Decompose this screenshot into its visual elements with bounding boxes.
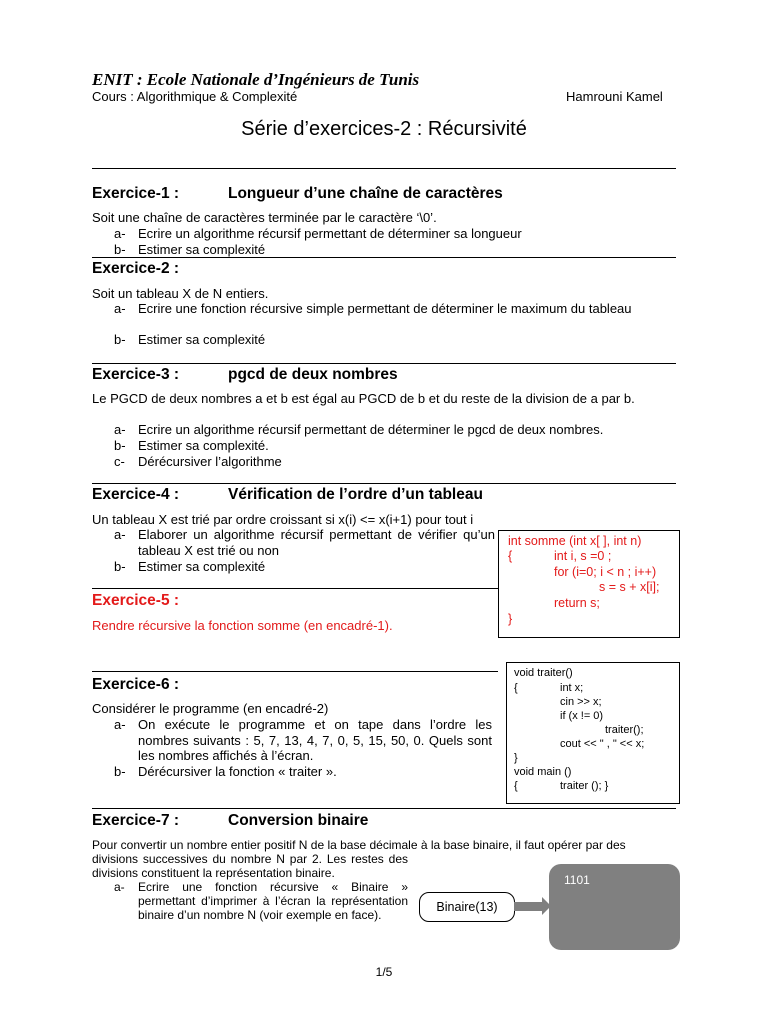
code2-line-3: cin >> x; [560, 696, 602, 708]
code2-brace-open: { [514, 682, 518, 694]
code2-line-9: traiter (); } [560, 780, 609, 792]
exercise-7-intro-rest: divisions successives du nombre N par 2. Les restes des divisions constituent la représentation binaire. [92, 852, 408, 880]
exercise-3-item-c: Dérécursiver l’algorithme [138, 454, 282, 469]
exercise-3-item-c-letter: c- [114, 454, 125, 469]
exercise-3-item-a-letter: a- [114, 422, 126, 437]
code2-brace-open-2: { [514, 780, 518, 792]
exercise-1-topic: Longueur d’une chaîne de caractères [228, 185, 503, 202]
exercise-5-divider [92, 671, 498, 672]
exercise-1-item-a-letter: a- [114, 226, 126, 241]
exercise-4-item-b-letter: b- [114, 559, 126, 574]
code1-brace-open: { [508, 549, 513, 563]
exercise-1-item-b: Estimer sa complexité [138, 242, 266, 257]
exercise-7-name: Exercice-7 : [92, 812, 180, 829]
exercise-4-divider [92, 588, 498, 589]
exercise-2-item-a: Ecrire une fonction récursive simple permettant de déterminer le maximum du tableau [138, 301, 632, 316]
exercise-7-item-a: Ecrire une fonction récursive « Binaire » permettant d’imprimer à l’écran la représentation binaire d’un nombre N (voir exemple en face). [138, 880, 408, 922]
code1-line-3: for (i=0; i < n ; i++) [554, 565, 657, 579]
title-divider [92, 168, 676, 169]
exercise-2-intro: Soit un tableau X de N entiers. [92, 286, 269, 301]
exercise-6-name: Exercice-6 : [92, 676, 180, 693]
exercise-1-divider [92, 257, 676, 258]
exercise-4-item-a-letter: a- [114, 527, 126, 542]
exercise-1-item-a: Ecrire un algorithme récursif permettant de déterminer sa longueur [138, 226, 522, 241]
exercise-2-item-b: Estimer sa complexité [138, 332, 266, 347]
author-name: Hamrouni Kamel [566, 89, 663, 104]
arrow-right-icon [514, 902, 542, 911]
exercise-3-divider [92, 483, 676, 484]
page-title: Série d’exercices-2 : Récursivité [241, 118, 527, 140]
exercise-6-divider [92, 808, 676, 809]
exercise-3-item-a: Ecrire un algorithme récursif permettant de déterminer le pgcd de deux nombres. [138, 422, 604, 437]
code1-line-1: int somme (int x[ ], int n) [508, 534, 642, 548]
exercise-1-name: Exercice-1 : [92, 185, 180, 202]
code2-line-6: cout << " , " << x; [560, 738, 645, 750]
exercise-2-item-b-letter: b- [114, 332, 126, 347]
exercise-3-name: Exercice-3 : [92, 366, 180, 383]
exercise-3-item-b-letter: b- [114, 438, 126, 453]
code1-line-5: return s; [554, 596, 600, 610]
code2-line-2: int x; [560, 682, 584, 694]
code1-line-2: int i, s =0 ; [554, 549, 612, 563]
exercise-3-topic: pgcd de deux nombres [228, 366, 398, 383]
exercise-2-item-a-letter: a- [114, 301, 126, 316]
exercise-7-item-a-letter: a- [114, 880, 125, 894]
code2-line-4: if (x != 0) [560, 710, 604, 722]
exercise-4-item-a: Elaborer un algorithme récursif permettant de vérifier qu’un tableau X est trié ou non [138, 527, 495, 558]
exercise-6-item-a: On exécute le programme et on tape dans l’ordre les nombres suivants : 5, 7, 13, 4, 7, 0, 5, 15, 50, 0. Quels sont les nombres affichés à l’écran. [138, 717, 492, 763]
school-title: ENIT : Ecole Nationale d’Ingénieurs de Tunis [92, 70, 420, 89]
exercise-4-intro: Un tableau X est trié par ordre croissant si x(i) <= x(i+1) pour tout i [92, 512, 474, 527]
exercise-1-item-b-letter: b- [114, 242, 126, 257]
exercise-6-item-b-letter: b- [114, 764, 126, 779]
page-number: 1/5 [375, 965, 393, 979]
code1-brace-close: } [508, 612, 513, 626]
code2-line-1: void traiter() [514, 667, 573, 679]
exercise-6-item-a-letter: a- [114, 717, 126, 732]
exercise-6-item-b: Dérécursiver la fonction « traiter ». [138, 764, 337, 779]
exercise-4-item-b: Estimer sa complexité [138, 559, 266, 574]
exercise-4-topic: Vérification de l’ordre d’un tableau [228, 486, 483, 503]
code1-line-4: s = s + x[i]; [599, 580, 660, 594]
binaire-call-label: Binaire(13) [436, 900, 498, 914]
exercise-2-name: Exercice-2 : [92, 260, 180, 277]
code2-line-5: traiter(); [605, 724, 644, 736]
exercise-7-topic: Conversion binaire [228, 812, 369, 829]
code2-brace-close: } [514, 752, 518, 764]
exercise-1-intro: Soit une chaîne de caractères terminée par le caractère ‘\0’. [92, 210, 437, 225]
exercise-2-divider [92, 363, 676, 364]
exercise-6-intro: Considérer le programme (en encadré-2) [92, 701, 329, 716]
exercise-5-name: Exercice-5 : [92, 592, 180, 609]
binaire-call-box [419, 892, 515, 922]
exercise-5-text: Rendre récursive la fonction somme (en encadré-1). [92, 618, 393, 633]
course-name: Cours : Algorithmique & Complexité [92, 89, 298, 104]
exercise-7-intro-line-1: Pour convertir un nombre entier positif N de la base décimale à la base binaire, il faut opérer par des [92, 838, 626, 852]
exercise-4-name: Exercice-4 : [92, 486, 180, 503]
exercise-3-item-b: Estimer sa complexité. [138, 438, 269, 453]
code2-line-8: void main () [514, 766, 572, 778]
exercise-3-intro: Le PGCD de deux nombres a et b est égal au PGCD de b et du reste de la division de a par b. [92, 391, 635, 406]
output-screen-text: 1101 [564, 873, 590, 887]
